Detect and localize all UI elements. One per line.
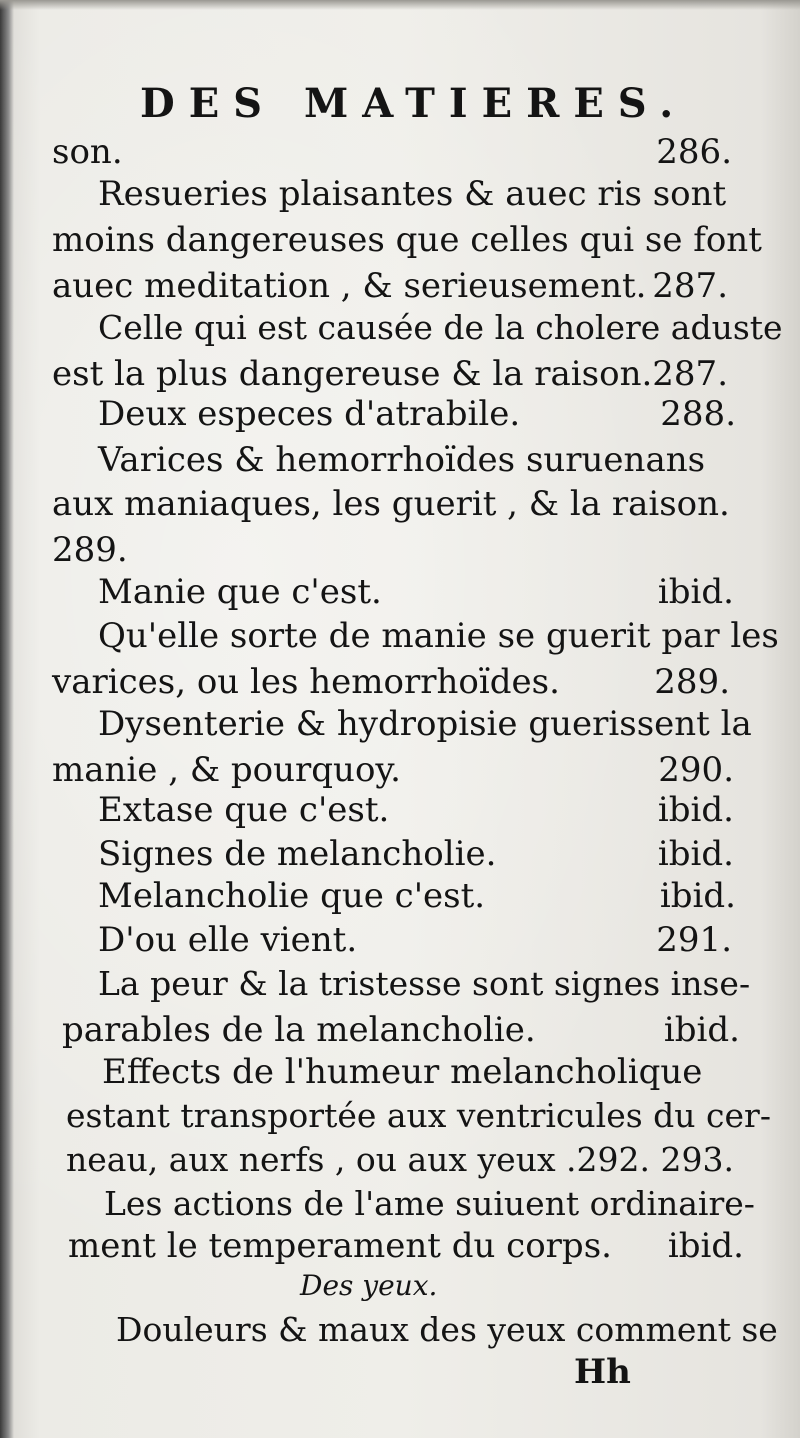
index-line: D'ou elle vient. xyxy=(98,920,358,960)
section-heading: Des yeux. xyxy=(300,1269,438,1302)
top-edge-shadow xyxy=(0,0,800,10)
index-line: auec meditation , & serieusement. xyxy=(52,266,647,306)
index-line: estant transportée aux ventricules du cer- xyxy=(66,1096,771,1135)
index-line: Signes de melancholie. xyxy=(98,834,497,874)
index-page-ref: ibid. xyxy=(657,790,734,830)
index-line: moins dangereuses que celles qui se font xyxy=(52,220,762,260)
signature-mark: Hh xyxy=(574,1352,631,1392)
index-line: Celle qui est causée de la cholere aduste xyxy=(98,308,783,347)
index-page-ref: 286. xyxy=(656,132,732,172)
index-page-ref: 287. xyxy=(652,354,728,394)
index-page-ref: ibid. xyxy=(657,572,734,612)
index-page-ref: ibid. xyxy=(659,876,736,916)
index-line: aux maniaques, les guerit , & la raison. xyxy=(52,484,730,524)
index-page-ref: 287. xyxy=(652,266,728,306)
index-line: Melancholie que c'est. xyxy=(98,876,486,916)
index-line: Dysenterie & hydropisie guerissent la xyxy=(98,704,752,744)
index-page-ref: 289. xyxy=(654,662,730,702)
index-line: son. xyxy=(52,132,123,172)
index-line: Effects de l'humeur melancholique xyxy=(102,1052,703,1092)
running-header: DES MATIERES. xyxy=(140,80,688,127)
index-line: ment le temperament du corps. xyxy=(68,1226,612,1266)
index-line: Varices & hemorrhoïdes suruenans xyxy=(98,440,706,480)
index-line: parables de la melancholie. xyxy=(62,1010,536,1050)
index-line: Qu'elle sorte de manie se guerit par les xyxy=(98,616,779,656)
index-page-ref: 288. xyxy=(660,394,736,434)
index-page-ref: ibid. xyxy=(663,1010,740,1050)
index-line: manie , & pourquoy. xyxy=(52,750,401,790)
index-line: Extase que c'est. xyxy=(98,790,390,830)
index-line: varices, ou les hemorrhoïdes. xyxy=(52,662,560,702)
index-line: neau, aux nerfs , ou aux yeux .292. 293. xyxy=(66,1140,734,1179)
index-line: Douleurs & maux des yeux comment se xyxy=(116,1310,778,1349)
index-page-ref: ibid. xyxy=(667,1226,744,1266)
index-line: Resueries plaisantes & auec ris sont xyxy=(98,174,727,214)
index-line: Deux especes d'atrabile. xyxy=(98,394,521,434)
book-spine-shadow xyxy=(0,0,14,1438)
index-line: Manie que c'est. xyxy=(98,572,382,612)
index-page-ref: 291. xyxy=(656,920,732,960)
index-line: La peur & la tristesse sont signes inse- xyxy=(98,964,751,1003)
index-line: 289. xyxy=(52,530,128,570)
index-page-ref: 290. xyxy=(658,750,734,790)
index-line: est la plus dangereuse & la raison. xyxy=(52,354,653,394)
index-line: Les actions de l'ame suiuent ordinaire- xyxy=(104,1184,755,1223)
index-page-ref: ibid. xyxy=(657,834,734,874)
